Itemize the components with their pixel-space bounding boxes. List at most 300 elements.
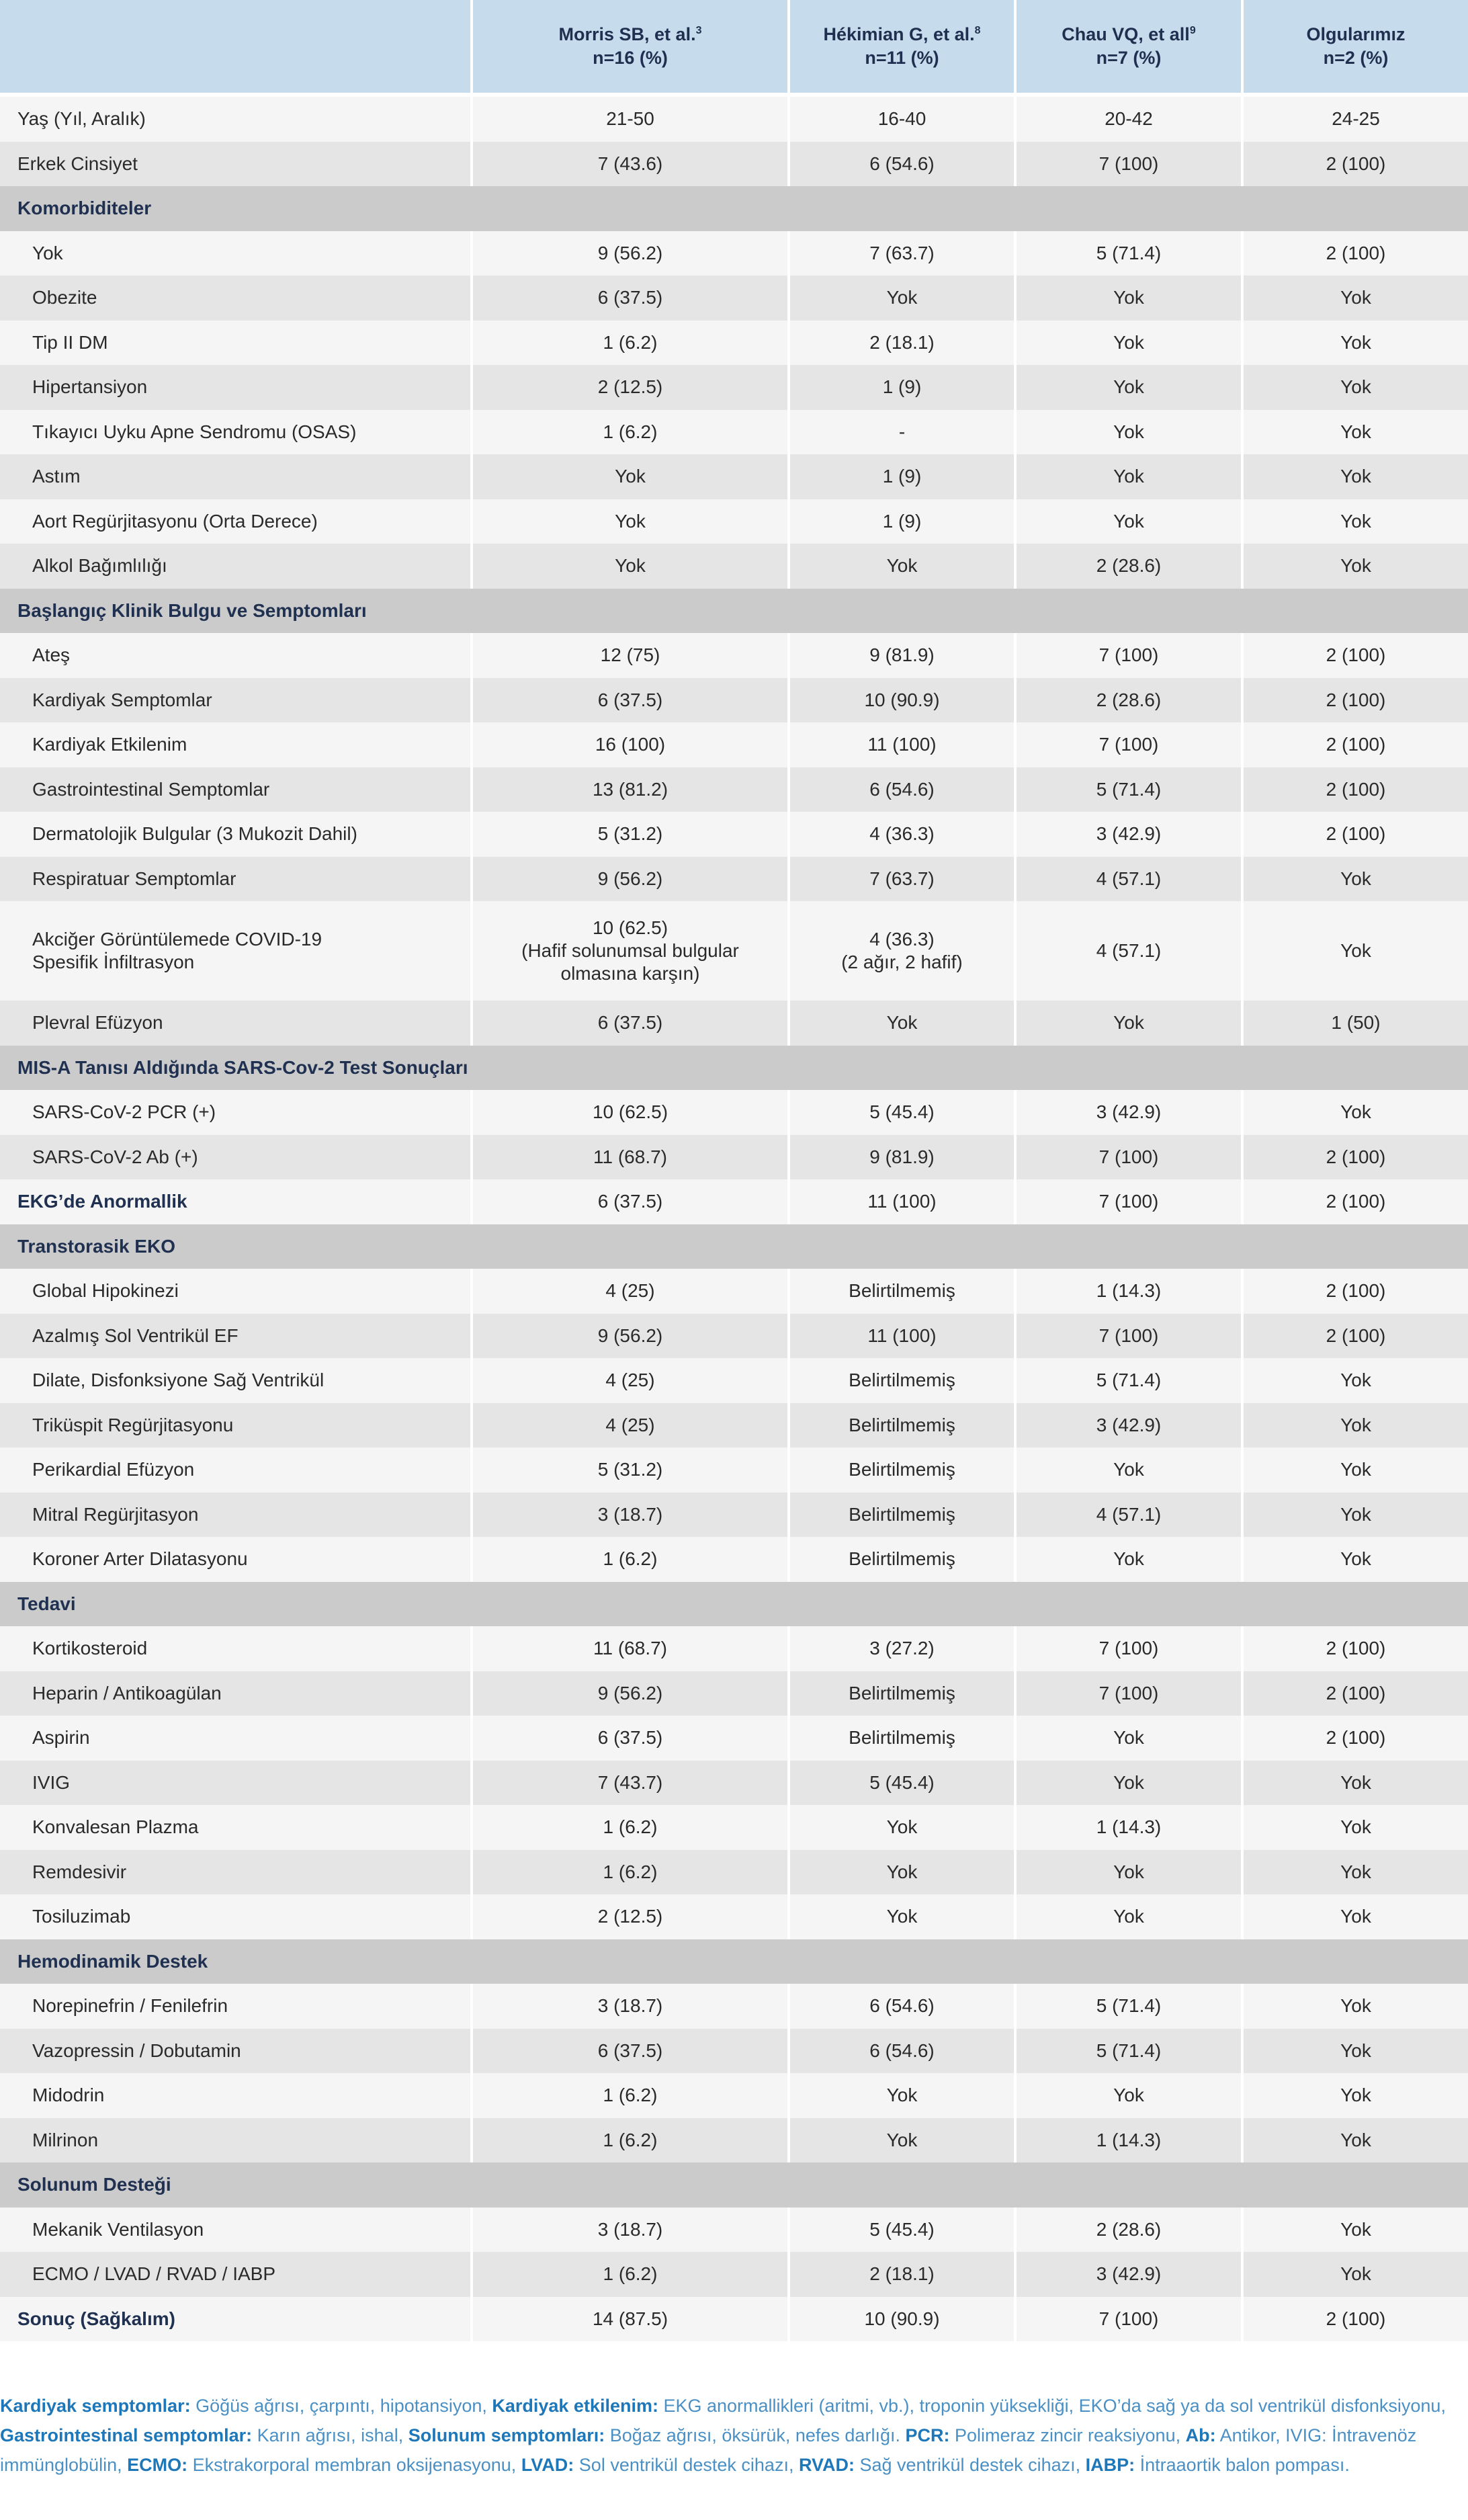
- value-cell: 21-50: [470, 97, 787, 142]
- table-row: [0, 2073, 1468, 2118]
- value-cell: 16-40: [787, 97, 1014, 142]
- row-label: Tosiluzimab: [0, 1894, 470, 1939]
- table-row: [0, 97, 1468, 142]
- value-cell: 7 (100): [1014, 1179, 1241, 1224]
- footnote-term: Kardiyak etkilenim:: [492, 2396, 658, 2416]
- value-cell: 6 (37.5): [470, 1179, 787, 1224]
- table-row: [0, 2118, 1468, 2163]
- value-cell: 2 (100): [1241, 1269, 1468, 1314]
- value-cell: 1 (6.2): [470, 1537, 787, 1582]
- value-cell: 9 (56.2): [470, 857, 787, 902]
- value-cell: 7 (43.6): [470, 142, 787, 187]
- value-cell: Belirtilmemiş: [787, 1493, 1014, 1538]
- value-cell: 11 (100): [787, 1314, 1014, 1359]
- row-label: Tip II DM: [0, 321, 470, 366]
- value-cell: 10 (62.5) (Hafif solunumsal bulgular olmasına karşın): [470, 901, 787, 1001]
- value-cell: 5 (45.4): [787, 1761, 1014, 1806]
- value-cell: 5 (71.4): [1014, 767, 1241, 812]
- header-empty-cell: [0, 0, 470, 97]
- row-label: Norepinefrin / Fenilefrin: [0, 1984, 470, 2029]
- value-cell: 5 (71.4): [1014, 1984, 1241, 2029]
- value-cell: 2 (100): [1241, 1314, 1468, 1359]
- value-cell: Yok: [1241, 365, 1468, 410]
- value-cell: Yok: [1241, 1537, 1468, 1582]
- value-cell: 10 (90.9): [787, 2297, 1014, 2342]
- table-row: [0, 1537, 1468, 1582]
- value-cell: 2 (100): [1241, 812, 1468, 857]
- header-title: Hékimian G, et al.: [823, 24, 975, 44]
- value-cell: Yok: [787, 1894, 1014, 1939]
- value-cell: Yok: [1241, 2208, 1468, 2253]
- value-cell: Yok: [1014, 410, 1241, 455]
- section-title: Solunum Desteği: [0, 2162, 1468, 2208]
- section-title: Transtorasik EKO: [0, 1224, 1468, 1269]
- value-cell: 4 (36.3) (2 ağır, 2 hafif): [787, 901, 1014, 1001]
- value-cell: 6 (54.6): [787, 767, 1014, 812]
- section-row: [0, 2162, 1468, 2208]
- value-cell: 3 (18.7): [470, 2208, 787, 2253]
- value-cell: 1 (6.2): [470, 2252, 787, 2297]
- value-cell: 16 (100): [470, 722, 787, 767]
- table-row: [0, 1403, 1468, 1448]
- value-cell: Yok: [787, 544, 1014, 589]
- table-row: [0, 2252, 1468, 2297]
- value-cell: 1 (9): [787, 454, 1014, 499]
- table-row: [0, 767, 1468, 812]
- row-label: Plevral Efüzyon: [0, 1001, 470, 1046]
- value-cell: 4 (25): [470, 1269, 787, 1314]
- value-cell: 6 (37.5): [470, 1001, 787, 1046]
- row-label: Erkek Cinsiyet: [0, 142, 470, 187]
- value-cell: Yok: [1241, 857, 1468, 902]
- value-cell: 2 (100): [1241, 1716, 1468, 1761]
- table-row: [0, 1358, 1468, 1403]
- value-cell: 4 (25): [470, 1403, 787, 1448]
- footnote-text: İntraaortik balon pompası.: [1135, 2455, 1350, 2475]
- value-cell: 2 (100): [1241, 142, 1468, 187]
- row-label: Vazopressin / Dobutamin: [0, 2029, 470, 2074]
- row-label: SARS-CoV-2 Ab (+): [0, 1135, 470, 1180]
- footnote-term: ECMO:: [127, 2455, 188, 2475]
- value-cell: Yok: [1014, 1850, 1241, 1895]
- value-cell: 3 (42.9): [1014, 1090, 1241, 1135]
- value-cell: Yok: [1014, 1761, 1241, 1806]
- value-cell: 5 (71.4): [1014, 2029, 1241, 2074]
- value-cell: Yok: [1014, 1447, 1241, 1493]
- value-cell: 2 (18.1): [787, 321, 1014, 366]
- value-cell: 1 (6.2): [470, 2118, 787, 2163]
- value-cell: 4 (57.1): [1014, 1493, 1241, 1538]
- footnote-term: Ab:: [1185, 2425, 1216, 2445]
- row-label: Ateş: [0, 633, 470, 678]
- row-label: Respiratuar Semptomlar: [0, 857, 470, 902]
- value-cell: 2 (28.6): [1014, 544, 1241, 589]
- row-label: Kardiyak Etkilenim: [0, 722, 470, 767]
- value-cell: 6 (54.6): [787, 2029, 1014, 2074]
- header-ref: 8: [974, 25, 981, 36]
- value-cell: 7 (100): [1014, 2297, 1241, 2342]
- value-cell: 1 (6.2): [470, 410, 787, 455]
- value-cell: Yok: [1014, 276, 1241, 321]
- value-cell: -: [787, 410, 1014, 455]
- header-title: Morris SB, et al.: [558, 24, 696, 44]
- value-cell: 1 (9): [787, 499, 1014, 544]
- value-cell: Yok: [1241, 454, 1468, 499]
- row-label: Konvalesan Plazma: [0, 1805, 470, 1850]
- value-cell: 3 (42.9): [1014, 812, 1241, 857]
- table-row: [0, 1269, 1468, 1314]
- header-col-olgularimiz: [1241, 0, 1468, 97]
- value-cell: 13 (81.2): [470, 767, 787, 812]
- footnote-text: Polimeraz zincir reaksiyonu,: [949, 2425, 1186, 2445]
- value-cell: 5 (31.2): [470, 1447, 787, 1493]
- table-row: [0, 633, 1468, 678]
- value-cell: Belirtilmemiş: [787, 1671, 1014, 1716]
- value-cell: 2 (100): [1241, 2297, 1468, 2342]
- value-cell: Yok: [1241, 1447, 1468, 1493]
- table-row: [0, 678, 1468, 723]
- value-cell: 9 (56.2): [470, 231, 787, 276]
- section-title: Hemodinamik Destek: [0, 1939, 1468, 1984]
- value-cell: 5 (71.4): [1014, 231, 1241, 276]
- value-cell: Yok: [1241, 1358, 1468, 1403]
- value-cell: 1 (6.2): [470, 2073, 787, 2118]
- footnote-text: Boğaz ağrısı, öksürük, nefes darlığı.: [605, 2425, 906, 2445]
- table-row: [0, 142, 1468, 187]
- value-cell: Yok: [1014, 2073, 1241, 2118]
- value-cell: 6 (37.5): [470, 1716, 787, 1761]
- value-cell: 9 (81.9): [787, 633, 1014, 678]
- value-cell: 3 (42.9): [1014, 1403, 1241, 1448]
- table-row: [0, 276, 1468, 321]
- table-row: [0, 812, 1468, 857]
- value-cell: Yok: [787, 276, 1014, 321]
- value-cell: Yok: [1241, 1493, 1468, 1538]
- value-cell: 12 (75): [470, 633, 787, 678]
- value-cell: Yok: [787, 1850, 1014, 1895]
- value-cell: Yok: [1014, 1001, 1241, 1046]
- value-cell: 4 (57.1): [1014, 901, 1241, 1001]
- value-cell: Yok: [1014, 499, 1241, 544]
- footnote-text: Karın ağrısı, ishal,: [252, 2425, 408, 2445]
- section-row: [0, 186, 1468, 231]
- value-cell: 1 (14.3): [1014, 2118, 1241, 2163]
- value-cell: 7 (100): [1014, 142, 1241, 187]
- value-cell: Yok: [1241, 1403, 1468, 1448]
- value-cell: Yok: [1241, 1894, 1468, 1939]
- value-cell: 10 (62.5): [470, 1090, 787, 1135]
- table-row: [0, 2297, 1468, 2342]
- value-cell: 2 (12.5): [470, 1894, 787, 1939]
- table-footnote: [0, 2391, 1468, 2480]
- value-cell: 7 (43.7): [470, 1761, 787, 1806]
- value-cell: 1 (14.3): [1014, 1805, 1241, 1850]
- table-header: [0, 0, 1468, 97]
- value-cell: Yok: [1014, 454, 1241, 499]
- value-cell: 7 (100): [1014, 1671, 1241, 1716]
- footnote-text: Sağ ventrikül destek cihazı,: [854, 2455, 1086, 2475]
- value-cell: 6 (37.5): [470, 2029, 787, 2074]
- value-cell: 6 (37.5): [470, 276, 787, 321]
- footnote-term: IABP:: [1085, 2455, 1135, 2475]
- value-cell: Yok: [1014, 321, 1241, 366]
- value-cell: Yok: [1014, 1894, 1241, 1939]
- section-title: Tedavi: [0, 1582, 1468, 1627]
- row-label: Obezite: [0, 276, 470, 321]
- value-cell: Yok: [1241, 499, 1468, 544]
- row-label: Alkol Bağımlılığı: [0, 544, 470, 589]
- value-cell: Yok: [1241, 2118, 1468, 2163]
- value-cell: 11 (100): [787, 722, 1014, 767]
- header-col-chau: [1014, 0, 1241, 97]
- row-label: Yaş (Yıl, Aralık): [0, 97, 470, 142]
- value-cell: 14 (87.5): [470, 2297, 787, 2342]
- value-cell: 1 (9): [787, 365, 1014, 410]
- value-cell: 7 (100): [1014, 1135, 1241, 1180]
- value-cell: Belirtilmemiş: [787, 1403, 1014, 1448]
- row-label: Dermatolojik Bulgular (3 Mukozit Dahil): [0, 812, 470, 857]
- footnote-term: LVAD:: [521, 2455, 574, 2475]
- table-row: [0, 1493, 1468, 1538]
- value-cell: Belirtilmemiş: [787, 1716, 1014, 1761]
- table-row: [0, 722, 1468, 767]
- table-row: [0, 2208, 1468, 2253]
- value-cell: 2 (100): [1241, 678, 1468, 723]
- footnote-text: Sol ventrikül destek cihazı,: [574, 2455, 799, 2475]
- value-cell: Yok: [787, 1805, 1014, 1850]
- value-cell: Yok: [1241, 276, 1468, 321]
- row-label: Yok: [0, 231, 470, 276]
- table-row: [0, 321, 1468, 366]
- value-cell: Yok: [787, 1001, 1014, 1046]
- value-cell: 2 (28.6): [1014, 2208, 1241, 2253]
- row-label: IVIG: [0, 1761, 470, 1806]
- section-title: Başlangıç Klinik Bulgu ve Semptomları: [0, 589, 1468, 634]
- value-cell: Yok: [1014, 365, 1241, 410]
- table-row: [0, 1626, 1468, 1671]
- value-cell: 3 (27.2): [787, 1626, 1014, 1671]
- table-row: [0, 1850, 1468, 1895]
- header-title: Olgularımız: [1306, 24, 1406, 44]
- footnote-term: Gastrointestinal semptomlar:: [0, 2425, 253, 2445]
- value-cell: 6 (54.6): [787, 1984, 1014, 2029]
- footnote-term: Kardiyak semptomlar:: [0, 2396, 191, 2416]
- header-col-morris: [470, 0, 787, 97]
- row-label: ECMO / LVAD / RVAD / IABP: [0, 2252, 470, 2297]
- row-label: Aspirin: [0, 1716, 470, 1761]
- row-label: Akciğer Görüntülemede COVID-19 Spesifik İnfiltrasyon: [0, 901, 470, 1001]
- value-cell: 5 (71.4): [1014, 1358, 1241, 1403]
- footnote-term: PCR:: [905, 2425, 950, 2445]
- table-row: [0, 1001, 1468, 1046]
- value-cell: 2 (12.5): [470, 365, 787, 410]
- header-n: n=11 (%): [865, 48, 939, 68]
- value-cell: 4 (36.3): [787, 812, 1014, 857]
- value-cell: 6 (37.5): [470, 678, 787, 723]
- row-label: SARS-CoV-2 PCR (+): [0, 1090, 470, 1135]
- value-cell: Belirtilmemiş: [787, 1447, 1014, 1493]
- section-row: [0, 1046, 1468, 1091]
- value-cell: 5 (45.4): [787, 1090, 1014, 1135]
- value-cell: Yok: [1241, 1850, 1468, 1895]
- value-cell: Yok: [1241, 2073, 1468, 2118]
- table-row: [0, 544, 1468, 589]
- value-cell: 2 (100): [1241, 231, 1468, 276]
- table-row: [0, 2029, 1468, 2074]
- value-cell: 7 (63.7): [787, 231, 1014, 276]
- row-label: Dilate, Disfonksiyone Sağ Ventrikül: [0, 1358, 470, 1403]
- table-row: [0, 410, 1468, 455]
- header-n: n=7 (%): [1096, 48, 1162, 68]
- value-cell: Yok: [1241, 1090, 1468, 1135]
- header-col-hekimian: [787, 0, 1014, 97]
- table-row: [0, 1894, 1468, 1939]
- value-cell: Yok: [1241, 1805, 1468, 1850]
- value-cell: Yok: [1241, 544, 1468, 589]
- row-label: Mekanik Ventilasyon: [0, 2208, 470, 2253]
- value-cell: 2 (28.6): [1014, 678, 1241, 723]
- table-row: [0, 1447, 1468, 1493]
- value-cell: 1 (14.3): [1014, 1269, 1241, 1314]
- value-cell: 7 (100): [1014, 722, 1241, 767]
- value-cell: 1 (6.2): [470, 1850, 787, 1895]
- header-n: n=2 (%): [1323, 48, 1389, 68]
- row-label: Koroner Arter Dilatasyonu: [0, 1537, 470, 1582]
- value-cell: 2 (100): [1241, 722, 1468, 767]
- row-label: Global Hipokinezi: [0, 1269, 470, 1314]
- value-cell: 1 (50): [1241, 1001, 1468, 1046]
- footnote-text: Ekstrakorporal membran oksijenasyonu,: [187, 2455, 521, 2475]
- value-cell: 9 (56.2): [470, 1314, 787, 1359]
- table-row: [0, 365, 1468, 410]
- table-row: [0, 1179, 1468, 1224]
- footnote-text: Göğüs ağrısı, çarpıntı, hipotansiyon,: [190, 2396, 492, 2416]
- section-title: Komorbiditeler: [0, 186, 1468, 231]
- section-title: MIS-A Tanısı Aldığında SARS-Cov-2 Test Sonuçları: [0, 1046, 1468, 1091]
- header-ref: 9: [1189, 25, 1196, 36]
- value-cell: 9 (56.2): [470, 1671, 787, 1716]
- row-label: Gastrointestinal Semptomlar: [0, 767, 470, 812]
- table-row: [0, 1716, 1468, 1761]
- value-cell: 4 (25): [470, 1358, 787, 1403]
- table-row: [0, 1805, 1468, 1850]
- table-row: [0, 454, 1468, 499]
- value-cell: Belirtilmemiş: [787, 1269, 1014, 1314]
- value-cell: 2 (100): [1241, 1135, 1468, 1180]
- table-row: [0, 1761, 1468, 1806]
- value-cell: 2 (100): [1241, 1179, 1468, 1224]
- row-label: Triküspit Regürjitasyonu: [0, 1403, 470, 1448]
- section-row: [0, 589, 1468, 634]
- value-cell: 3 (18.7): [470, 1984, 787, 2029]
- value-cell: 10 (90.9): [787, 678, 1014, 723]
- value-cell: 11 (100): [787, 1179, 1014, 1224]
- row-label: Milrinon: [0, 2118, 470, 2163]
- footnote-text: Antikor, IVIG: İntravenöz immünglobülin,: [0, 2425, 1417, 2475]
- row-label: EKG’de Anormallik: [0, 1179, 470, 1224]
- value-cell: 11 (68.7): [470, 1135, 787, 1180]
- value-cell: Yok: [1241, 2252, 1468, 2297]
- value-cell: 4 (57.1): [1014, 857, 1241, 902]
- value-cell: Yok: [1241, 1984, 1468, 2029]
- value-cell: Yok: [1014, 1716, 1241, 1761]
- value-cell: Yok: [1241, 321, 1468, 366]
- value-cell: 2 (100): [1241, 767, 1468, 812]
- table-row: [0, 857, 1468, 902]
- section-row: [0, 1224, 1468, 1269]
- value-cell: Yok: [470, 454, 787, 499]
- row-label: Kardiyak Semptomlar: [0, 678, 470, 723]
- value-cell: Belirtilmemiş: [787, 1358, 1014, 1403]
- section-row: [0, 1582, 1468, 1627]
- value-cell: 11 (68.7): [470, 1626, 787, 1671]
- header-title: Chau VQ, et all: [1062, 24, 1190, 44]
- value-cell: 3 (42.9): [1014, 2252, 1241, 2297]
- value-cell: Yok: [787, 2118, 1014, 2163]
- row-label: Aort Regürjitasyonu (Orta Derece): [0, 499, 470, 544]
- value-cell: Yok: [787, 2073, 1014, 2118]
- value-cell: 9 (81.9): [787, 1135, 1014, 1180]
- table-row: [0, 1314, 1468, 1359]
- row-label: Azalmış Sol Ventrikül EF: [0, 1314, 470, 1359]
- header-row: [0, 0, 1468, 97]
- value-cell: 2 (100): [1241, 633, 1468, 678]
- footnote-term: RVAD:: [798, 2455, 855, 2475]
- row-label: Astım: [0, 454, 470, 499]
- table-row: [0, 1135, 1468, 1180]
- table-body: [0, 97, 1468, 2341]
- value-cell: Belirtilmemiş: [787, 1537, 1014, 1582]
- value-cell: 7 (100): [1014, 1626, 1241, 1671]
- value-cell: Yok: [470, 499, 787, 544]
- value-cell: 1 (6.2): [470, 321, 787, 366]
- row-label: Mitral Regürjitasyon: [0, 1493, 470, 1538]
- value-cell: Yok: [470, 544, 787, 589]
- value-cell: 7 (63.7): [787, 857, 1014, 902]
- header-ref: 3: [695, 25, 702, 36]
- value-cell: 20-42: [1014, 97, 1241, 142]
- value-cell: 7 (100): [1014, 1314, 1241, 1359]
- table-row: [0, 901, 1468, 1001]
- value-cell: 5 (31.2): [470, 812, 787, 857]
- row-label: Midodrin: [0, 2073, 470, 2118]
- value-cell: 7 (100): [1014, 633, 1241, 678]
- row-label: Kortikosteroid: [0, 1626, 470, 1671]
- row-label: Hipertansiyon: [0, 365, 470, 410]
- value-cell: 2 (18.1): [787, 2252, 1014, 2297]
- value-cell: 6 (54.6): [787, 142, 1014, 187]
- footnote-text: EKG anormallikleri (aritmi, vb.), troponin yüksekliği, EKO’da sağ ya da sol ventrikül disfonksiyonu,: [658, 2396, 1446, 2416]
- row-label: Remdesivir: [0, 1850, 470, 1895]
- value-cell: 5 (45.4): [787, 2208, 1014, 2253]
- value-cell: 1 (6.2): [470, 1805, 787, 1850]
- row-label: Perikardial Efüzyon: [0, 1447, 470, 1493]
- value-cell: Yok: [1241, 2029, 1468, 2074]
- value-cell: 24-25: [1241, 97, 1468, 142]
- value-cell: Yok: [1014, 1537, 1241, 1582]
- value-cell: 2 (100): [1241, 1671, 1468, 1716]
- table-row: [0, 1090, 1468, 1135]
- table-row: [0, 1984, 1468, 2029]
- row-label: Sonuç (Sağkalım): [0, 2297, 470, 2342]
- value-cell: Yok: [1241, 1761, 1468, 1806]
- table-row: [0, 231, 1468, 276]
- section-row: [0, 1939, 1468, 1984]
- value-cell: Yok: [1241, 901, 1468, 1001]
- table-row: [0, 499, 1468, 544]
- header-n: n=16 (%): [593, 48, 668, 68]
- value-cell: 3 (18.7): [470, 1493, 787, 1538]
